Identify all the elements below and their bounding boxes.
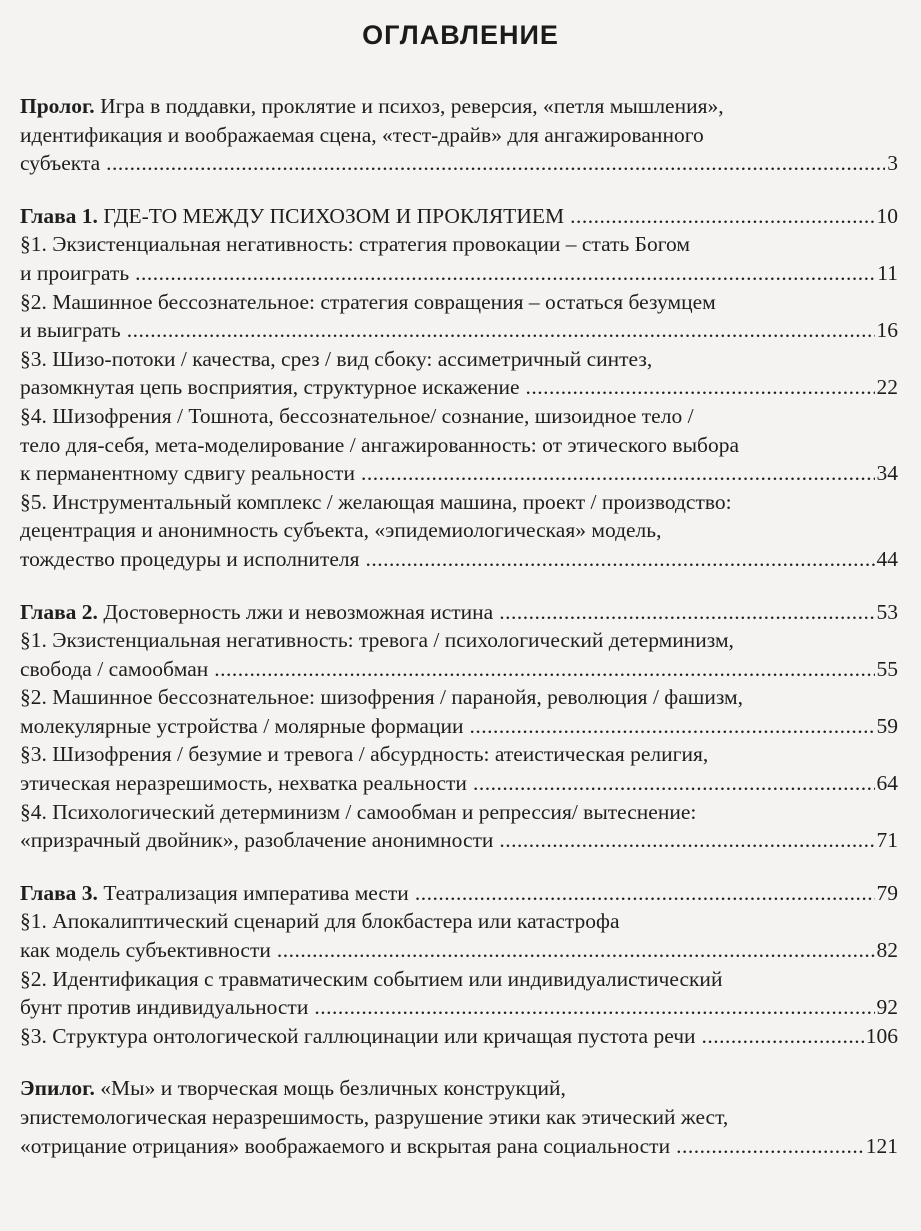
dot-leader: [277, 936, 875, 965]
toc-entry-last-line: [20, 936, 898, 965]
toc-entry-line: §4. Психологический детерминизм / самообман и репрессия/ вытеснение:: [20, 799, 697, 824]
toc-entry-label: Пролог.: [20, 94, 95, 118]
toc-entry-section: [20, 683, 898, 740]
dot-leader: [499, 826, 874, 855]
page-title: ОГЛАВЛЕНИЕ: [362, 20, 559, 50]
dot-leader: [366, 545, 875, 574]
page-number: 92: [876, 995, 898, 1020]
toc-entry-section: [20, 626, 898, 683]
page-number: 121: [865, 1133, 898, 1158]
toc-entry-last-line: [20, 826, 898, 855]
toc-entry-last-line: [20, 769, 898, 798]
toc-entry-section: [20, 907, 898, 964]
toc-entry-text: Игра в поддавки, проклятие и психоз, реверсия, «петля мышления»,: [100, 94, 724, 118]
toc-entry-text: тождество процедуры и исполнителя: [20, 546, 360, 571]
toc-entry-section: [20, 798, 898, 855]
toc-entry-section: [20, 1022, 898, 1051]
dot-leader: [470, 712, 875, 741]
toc-entry-chapter-2: [20, 598, 898, 627]
toc-entry-last-line: [20, 712, 898, 741]
page-number: 22: [876, 375, 898, 400]
page-number: 71: [876, 828, 898, 853]
toc-entry-last-line: [20, 993, 898, 1022]
toc-entry-last-line: [20, 879, 898, 908]
dot-leader: [415, 879, 875, 908]
dot-leader: [127, 316, 875, 345]
toc-entry-text: молекулярные устройства / молярные формации: [20, 713, 464, 738]
toc-entry-section: [20, 488, 898, 574]
dot-leader: [106, 149, 885, 178]
page-number: 10: [876, 203, 898, 228]
dot-leader: [135, 259, 875, 288]
toc-entry-line: эпистемологическая неразрешимость, разрушение этики как этический жест,: [20, 1105, 729, 1129]
toc-entry-text: Глава 3. Театрализация императива мести: [20, 880, 409, 905]
toc-entry-last-line: [20, 259, 898, 288]
toc-entry-last-line: [20, 598, 898, 627]
page-number: 53: [876, 599, 898, 624]
toc-entry-last-line: [20, 459, 898, 488]
page-number: 16: [876, 318, 898, 343]
toc-entry-line: §1. Экзистенциальная негативность: тревога / психологический детерминизм,: [20, 628, 734, 653]
toc-entry-line: [20, 1074, 898, 1103]
toc-entry-text: «Мы» и творческая мощь безличных конструкций,: [100, 1076, 566, 1101]
toc-entry-line: идентификация и воображаемая сцена, «тест-драйв» для ангажированного: [20, 122, 704, 147]
toc-entry-text: разомкнутая цепь восприятия, структурное искажение: [20, 375, 520, 400]
dot-leader: [499, 598, 874, 627]
page-number: 44: [876, 546, 898, 571]
dot-leader: [314, 993, 874, 1022]
toc-entry-line: тело для-себя, мета-моделирование / ангажированность: от этического выбора: [20, 432, 740, 457]
toc-entry-text: Глава 2. Достоверность лжи и невозможная истина: [20, 599, 494, 624]
toc-entry-section: [20, 345, 898, 402]
toc-entry-label: Глава 2.: [20, 599, 98, 624]
toc-entry-line: децентрация и анонимность субъекта, «эпидемиологическая» модель,: [20, 518, 662, 543]
toc-entry-text: и выиграть: [20, 318, 121, 343]
toc-entry-text: как модель субъективности: [20, 938, 271, 963]
dot-leader: [214, 655, 874, 684]
page-number: 106: [865, 1023, 898, 1048]
toc-entry-line: [20, 92, 898, 121]
toc-entry-text: к перманентному сдвигу реальности: [20, 461, 355, 486]
toc-entry-section: [20, 965, 898, 1022]
toc-entry-section: [20, 288, 898, 345]
toc-entry-text: свобода / самообман: [20, 656, 209, 681]
page-number: 55: [876, 656, 898, 681]
toc-entry-line: §2. Машинное бессознательное: стратегия совращения – остаться безумцем: [20, 289, 716, 314]
toc-entry-last-line: [20, 545, 898, 574]
page-number: 3: [887, 151, 898, 176]
toc-entry-last-line: [20, 149, 898, 178]
toc-entry-label: Глава 3.: [20, 880, 98, 905]
toc-entry-section: [20, 740, 898, 797]
page-number: 64: [876, 771, 898, 796]
toc-entry-prologue: [20, 92, 898, 178]
dot-leader: [676, 1132, 864, 1161]
toc-entry-section: [20, 230, 898, 287]
page-number: 79: [876, 880, 898, 905]
page-number: 34: [876, 461, 898, 486]
toc-entry-text: Глава 1. ГДЕ-ТО МЕЖДУ ПСИХОЗОМ И ПРОКЛЯТИЕМ: [20, 203, 565, 228]
table-of-contents: [20, 92, 898, 1160]
toc-entry-last-line: [20, 373, 898, 402]
toc-entry-line: §4. Шизофрения / Тошнота, бессознательное/ сознание, шизоидное тело /: [20, 403, 694, 428]
dot-leader: [702, 1022, 864, 1051]
toc-entry-epilogue: [20, 1074, 898, 1160]
toc-entry-last-line: [20, 1132, 898, 1161]
toc-entry-text: «отрицание отрицания» воображаемого и вскрытая рана социальности: [20, 1133, 671, 1158]
toc-entry-text: субъекта: [20, 151, 101, 176]
toc-entry-chapter-1: [20, 202, 898, 231]
toc-entry-chapter-3: [20, 879, 898, 908]
toc-entry-label: Эпилог.: [20, 1076, 95, 1101]
toc-entry-text: и проиграть: [20, 260, 130, 285]
toc-entry-last-line: [20, 202, 898, 231]
dot-leader: [361, 459, 875, 488]
dot-leader: [473, 769, 875, 798]
toc-entry-last-line: [20, 1022, 898, 1051]
toc-entry-line: §5. Инструментальный комплекс / желающая машина, проект / производство:: [20, 489, 732, 514]
toc-entry-line: §1. Апокалиптический сценарий для блокбастера или катастрофа: [20, 909, 620, 934]
toc-entry-section: [20, 402, 898, 488]
toc-entry-line: §1. Экзистенциальная негативность: стратегия провокации – стать Богом: [20, 232, 690, 257]
dot-leader: [526, 373, 875, 402]
toc-entry-label: Глава 1.: [20, 203, 98, 228]
toc-entry-line: §3. Шизофрения / безумие и тревога / абсурдность: атеистическая религия,: [20, 742, 709, 767]
toc-entry-text: «призрачный двойник», разоблачение анонимности: [20, 828, 494, 853]
page-number: 59: [876, 713, 898, 738]
toc-entry-last-line: [20, 655, 898, 684]
page-number: 82: [876, 938, 898, 963]
toc-entry-last-line: [20, 316, 898, 345]
toc-entry-line: §2. Машинное бессознательное: шизофрения / паранойя, революция / фашизм,: [20, 685, 744, 710]
toc-entry-text: бунт против индивидуальности: [20, 995, 309, 1020]
toc-entry-text: §3. Структура онтологической галлюцинации или кричащая пустота речи: [20, 1023, 696, 1048]
toc-entry-line: §2. Идентификация с травматическим событием или индивидуалистический: [20, 966, 723, 991]
dot-leader: [570, 202, 874, 231]
page-number: 11: [877, 260, 898, 285]
toc-entry-line: §3. Шизо-потоки / качества, срез / вид сбоку: ассиметричный синтез,: [20, 346, 653, 371]
toc-entry-text: этическая неразрешимость, нехватка реальности: [20, 771, 467, 796]
